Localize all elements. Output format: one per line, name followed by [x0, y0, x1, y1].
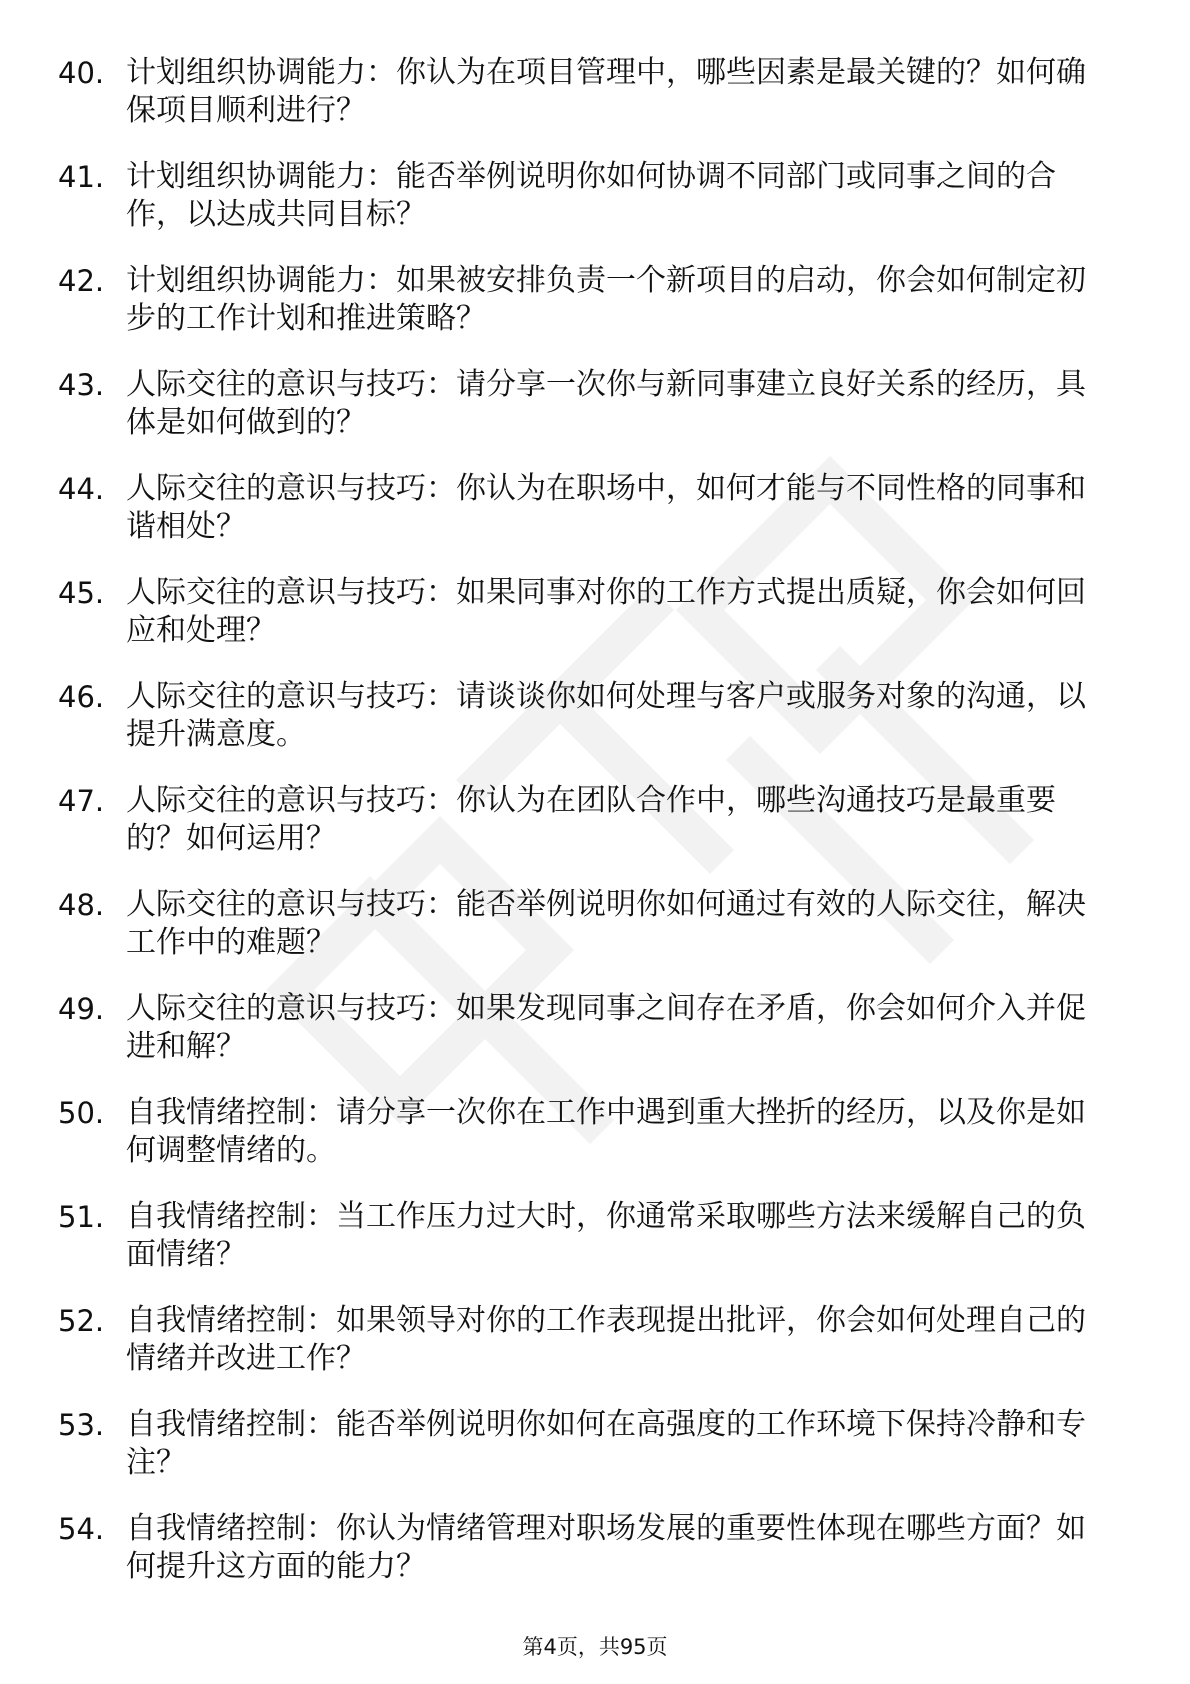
- question-text: 计划组织协调能力：能否举例说明你如何协调不同部门或同事之间的合作，以达成共同目标？: [126, 159, 1056, 232]
- question-text: 自我情绪控制：当工作压力过大时，你通常采取哪些方法来缓解自己的负面情绪？: [126, 1199, 1086, 1272]
- question-item: [58, 1302, 1118, 1406]
- question-text: 人际交往的意识与技巧：你认为在职场中，如何才能与不同性格的同事和谐相处？: [126, 471, 1086, 544]
- page-footer: [0, 1634, 1190, 1660]
- question-number: 53.: [58, 1408, 105, 1442]
- question-item: [58, 1406, 1118, 1510]
- page-number-label: 第4页，共95页: [522, 1635, 668, 1659]
- question-item: [58, 158, 1118, 262]
- question-number: 54.: [58, 1512, 105, 1546]
- question-text: 自我情绪控制：能否举例说明你如何在高强度的工作环境下保持冷静和专注？: [126, 1407, 1086, 1480]
- question-item: [58, 54, 1118, 158]
- question-item: [58, 886, 1118, 990]
- question-item: [58, 678, 1118, 782]
- question-number: 52.: [58, 1304, 105, 1338]
- question-text: 自我情绪控制：你认为情绪管理对职场发展的重要性体现在哪些方面？如何提升这方面的能力？: [126, 1511, 1086, 1584]
- question-number: 41.: [58, 160, 105, 194]
- question-item: [58, 990, 1118, 1094]
- question-text: 计划组织协调能力：如果被安排负责一个新项目的启动，你会如何制定初步的工作计划和推进策略？: [126, 263, 1086, 336]
- question-text: 计划组织协调能力：你认为在项目管理中，哪些因素是最关键的？如何确保项目顺利进行？: [126, 55, 1086, 128]
- question-item: [58, 782, 1118, 886]
- question-item: [58, 1094, 1118, 1198]
- question-text: 人际交往的意识与技巧：请谈谈你如何处理与客户或服务对象的沟通，以提升满意度。: [126, 679, 1086, 752]
- question-item: [58, 1198, 1118, 1302]
- question-text: 人际交往的意识与技巧：能否举例说明你如何通过有效的人际交往，解决工作中的难题？: [126, 887, 1086, 960]
- question-number: 50.: [58, 1096, 105, 1130]
- question-item: [58, 470, 1118, 574]
- question-number: 40.: [58, 56, 105, 90]
- question-list: [58, 54, 1118, 1614]
- question-text: 人际交往的意识与技巧：你认为在团队合作中，哪些沟通技巧是最重要的？如何运用？: [126, 783, 1056, 856]
- question-number: 48.: [58, 888, 105, 922]
- question-text: 人际交往的意识与技巧：如果发现同事之间存在矛盾，你会如何介入并促进和解？: [126, 991, 1086, 1064]
- question-number: 42.: [58, 264, 105, 298]
- question-text: 自我情绪控制：请分享一次你在工作中遇到重大挫折的经历，以及你是如何调整情绪的。: [126, 1095, 1086, 1168]
- question-text: 人际交往的意识与技巧：如果同事对你的工作方式提出质疑，你会如何回应和处理？: [126, 575, 1086, 648]
- question-number: 49.: [58, 992, 105, 1026]
- question-number: 44.: [58, 472, 105, 506]
- question-number: 43.: [58, 368, 105, 402]
- question-item: [58, 574, 1118, 678]
- question-text: 自我情绪控制：如果领导对你的工作表现提出批评，你会如何处理自己的情绪并改进工作？: [126, 1303, 1086, 1376]
- question-number: 51.: [58, 1200, 105, 1234]
- question-item: [58, 366, 1118, 470]
- question-item: [58, 1510, 1118, 1614]
- question-item: [58, 262, 1118, 366]
- question-number: 45.: [58, 576, 105, 610]
- question-number: 47.: [58, 784, 105, 818]
- question-text: 人际交往的意识与技巧：请分享一次你与新同事建立良好关系的经历，具体是如何做到的？: [126, 367, 1086, 440]
- question-number: 46.: [58, 680, 105, 714]
